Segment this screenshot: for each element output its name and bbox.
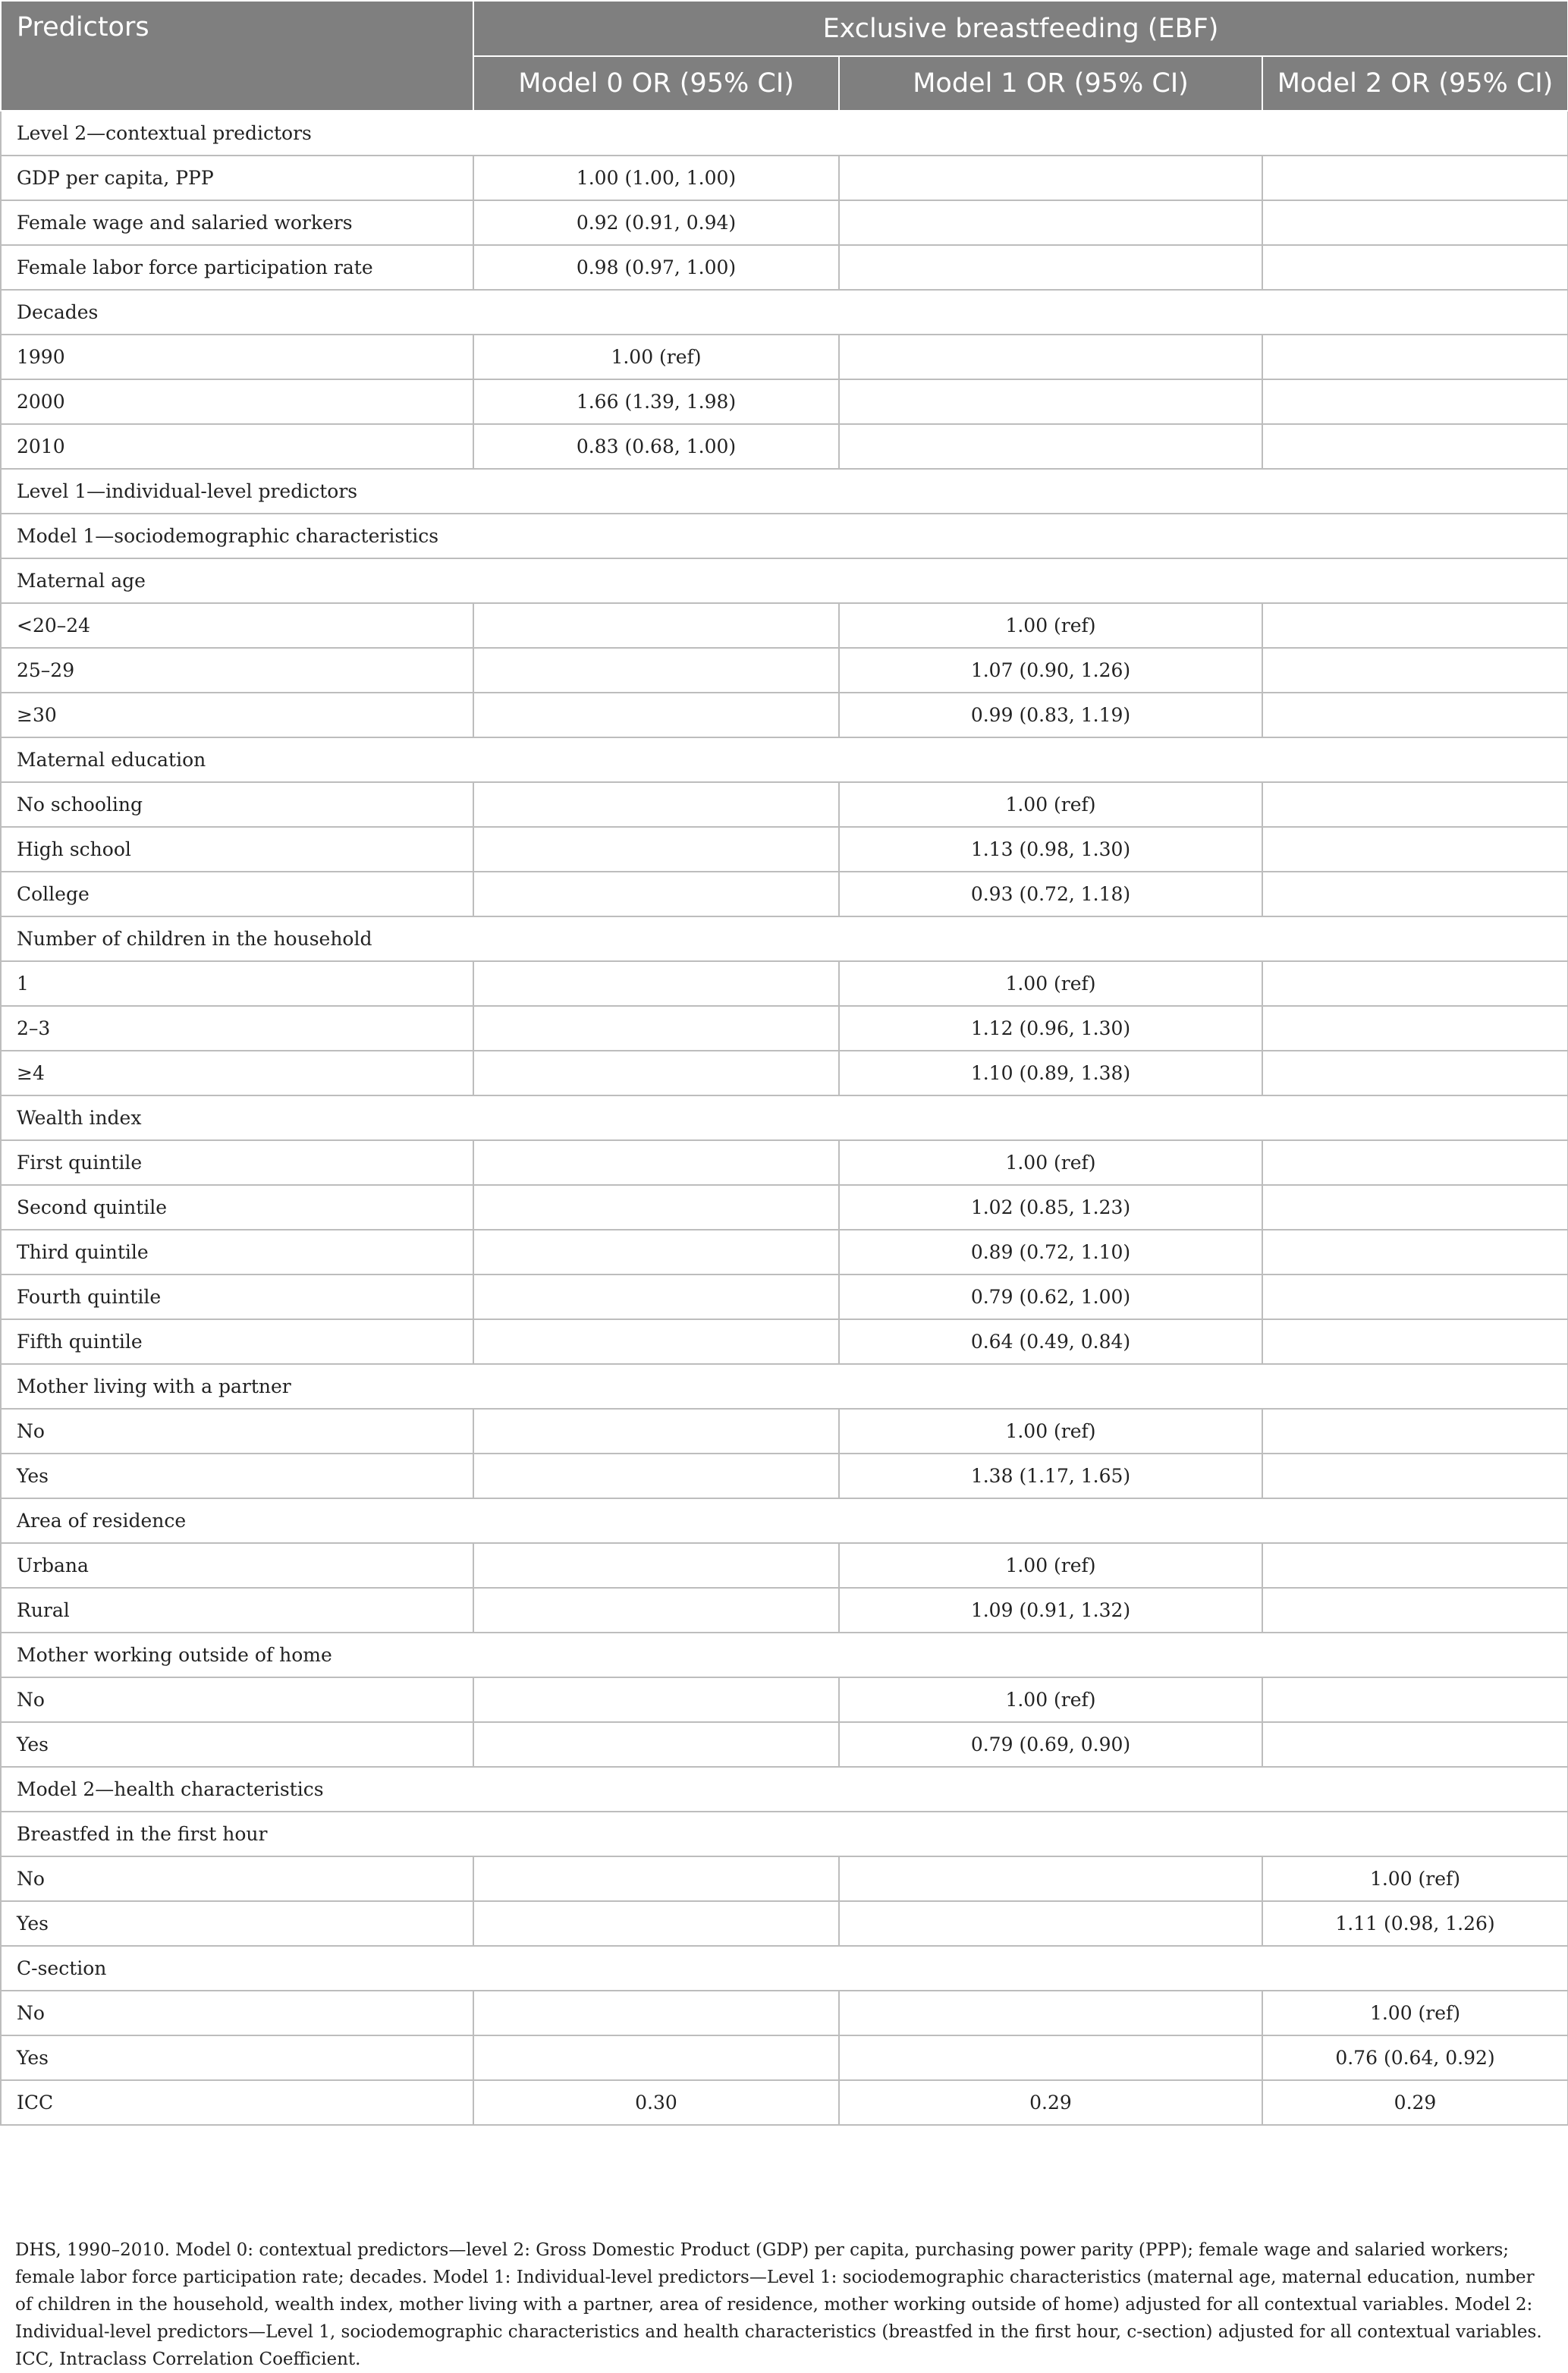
model-1-value: 0.29 <box>839 2080 1262 2125</box>
section-row <box>1 1498 1568 1543</box>
model-1-value: 0.79 (0.62, 1.00) <box>839 1275 1262 1319</box>
model-1-value <box>839 1991 1262 2035</box>
model-2-value: 0.29 <box>1262 2080 1568 2125</box>
row-label: Yes <box>1 1722 473 1767</box>
row-label: <20–24 <box>1 603 473 648</box>
row-label: Third quintile <box>1 1230 473 1275</box>
table-row <box>1 693 1568 737</box>
row-label: Yes <box>1 1454 473 1498</box>
row-label: First quintile <box>1 1140 473 1185</box>
model-1-value: 0.79 (0.69, 0.90) <box>839 1722 1262 1767</box>
model-1-value: 0.93 (0.72, 1.18) <box>839 872 1262 916</box>
section-row <box>1 1767 1568 1812</box>
table-row <box>1 1856 1568 1901</box>
table-row <box>1 1454 1568 1498</box>
table-row <box>1 782 1568 827</box>
row-label: ICC <box>1 2080 473 2125</box>
header-model-2: Model 2 OR (95% CI) <box>1262 56 1568 111</box>
row-label: 25–29 <box>1 648 473 693</box>
table-row <box>1 1588 1568 1633</box>
header-model-1: Model 1 OR (95% CI) <box>839 56 1262 111</box>
model-2-value <box>1262 245 1568 290</box>
section-row <box>1 290 1568 335</box>
table-row <box>1 1275 1568 1319</box>
model-0-value: 0.83 (0.68, 1.00) <box>473 424 839 469</box>
row-label: ≥30 <box>1 693 473 737</box>
model-1-value <box>839 424 1262 469</box>
model-1-value: 1.09 (0.91, 1.32) <box>839 1588 1262 1633</box>
model-1-value: 1.02 (0.85, 1.23) <box>839 1185 1262 1230</box>
section-row <box>1 1364 1568 1409</box>
model-0-value <box>473 1051 839 1095</box>
model-2-value <box>1262 872 1568 916</box>
section-row <box>1 469 1568 514</box>
model-0-value <box>473 827 839 872</box>
model-0-value: 1.66 (1.39, 1.98) <box>473 379 839 424</box>
row-label: Fifth quintile <box>1 1319 473 1364</box>
section-label: Maternal age <box>1 558 1568 603</box>
model-1-value <box>839 335 1262 379</box>
section-label: Model 2—health characteristics <box>1 1767 1568 1812</box>
section-label: Level 1—individual-level predictors <box>1 469 1568 514</box>
table-row <box>1 1409 1568 1454</box>
model-1-value: 1.00 (ref) <box>839 603 1262 648</box>
model-0-value <box>473 648 839 693</box>
section-label: Level 2—contextual predictors <box>1 111 1568 156</box>
table-row <box>1 603 1568 648</box>
table-header <box>1 1 1568 111</box>
row-label: Female wage and salaried workers <box>1 200 473 245</box>
model-2-value: 1.11 (0.98, 1.26) <box>1262 1901 1568 1946</box>
section-label: Breastfed in the first hour <box>1 1812 1568 1856</box>
header-outcome: Exclusive breastfeeding (EBF) <box>473 1 1568 56</box>
model-1-value <box>839 1856 1262 1901</box>
row-label: Second quintile <box>1 1185 473 1230</box>
model-1-value: 1.12 (0.96, 1.30) <box>839 1006 1262 1051</box>
table-footnote: DHS, 1990–2010. Model 0: contextual predictors—level 2: Gross Domestic Product (GDP) per capita, purchasing power parity (PPP); female wage and salaried workers; female labor force participation rate; decades. Model 1: Individual-level predictors—Level 1: sociodemographic characteristics (maternal age, maternal education, number of children in the household, wealth index, mother living with a partner, area of residence, mother working outside of home) adjusted for all contextual variables. Model 2: Individual-level predictors—Level 1, sociodemographic characteristics and health characteristics (breastfed in the first hour, c-section) adjusted for all contextual variables. ICC, Intraclass Correlation Coefficient. <box>15 2240 1542 2369</box>
model-0-value <box>473 1991 839 2035</box>
section-label: Mother working outside of home <box>1 1633 1568 1677</box>
model-2-value <box>1262 1140 1568 1185</box>
section-label: Mother living with a partner <box>1 1364 1568 1409</box>
model-2-value <box>1262 1230 1568 1275</box>
model-2-value <box>1262 961 1568 1006</box>
model-0-value <box>473 603 839 648</box>
model-1-value <box>839 379 1262 424</box>
section-row <box>1 1095 1568 1140</box>
section-row <box>1 1812 1568 1856</box>
table-row <box>1 1051 1568 1095</box>
row-label: 1990 <box>1 335 473 379</box>
row-label: GDP per capita, PPP <box>1 156 473 200</box>
model-2-value <box>1262 424 1568 469</box>
model-0-value <box>473 1677 839 1722</box>
row-label: Fourth quintile <box>1 1275 473 1319</box>
model-2-value <box>1262 603 1568 648</box>
model-0-value <box>473 1006 839 1051</box>
table-row <box>1 335 1568 379</box>
header-predictors: Predictors <box>1 1 473 111</box>
table-row <box>1 1677 1568 1722</box>
model-1-value <box>839 2035 1262 2080</box>
section-row <box>1 1633 1568 1677</box>
model-2-value <box>1262 1409 1568 1454</box>
row-label: College <box>1 872 473 916</box>
model-2-value <box>1262 1319 1568 1364</box>
model-0-value <box>473 1588 839 1633</box>
row-label: 1 <box>1 961 473 1006</box>
table-row <box>1 200 1568 245</box>
model-1-value: 0.89 (0.72, 1.10) <box>839 1230 1262 1275</box>
row-label: 2–3 <box>1 1006 473 1051</box>
model-2-value <box>1262 156 1568 200</box>
model-2-value <box>1262 827 1568 872</box>
model-0-value <box>473 693 839 737</box>
model-0-value <box>473 1454 839 1498</box>
model-2-value <box>1262 648 1568 693</box>
model-0-value <box>473 1722 839 1767</box>
model-0-value <box>473 872 839 916</box>
model-1-value: 1.00 (ref) <box>839 961 1262 1006</box>
model-1-value: 1.07 (0.90, 1.26) <box>839 648 1262 693</box>
model-2-value <box>1262 1006 1568 1051</box>
model-2-value <box>1262 1185 1568 1230</box>
model-2-value <box>1262 335 1568 379</box>
model-1-value: 0.99 (0.83, 1.19) <box>839 693 1262 737</box>
model-0-value <box>473 1543 839 1588</box>
row-label: 2000 <box>1 379 473 424</box>
model-0-value <box>473 782 839 827</box>
model-1-value: 1.00 (ref) <box>839 1677 1262 1722</box>
row-label: No <box>1 1991 473 2035</box>
model-1-value: 1.38 (1.17, 1.65) <box>839 1454 1262 1498</box>
table-row <box>1 1006 1568 1051</box>
model-0-value <box>473 1901 839 1946</box>
model-2-value: 0.76 (0.64, 0.92) <box>1262 2035 1568 2080</box>
model-0-value <box>473 1230 839 1275</box>
table-row <box>1 1140 1568 1185</box>
row-label: ≥4 <box>1 1051 473 1095</box>
row-label: 2010 <box>1 424 473 469</box>
row-label: No <box>1 1409 473 1454</box>
section-label: Decades <box>1 290 1568 335</box>
model-0-value: 1.00 (1.00, 1.00) <box>473 156 839 200</box>
model-0-value: 0.92 (0.91, 0.94) <box>473 200 839 245</box>
model-2-value <box>1262 1454 1568 1498</box>
row-label: Yes <box>1 2035 473 2080</box>
model-0-value: 0.98 (0.97, 1.00) <box>473 245 839 290</box>
row-label: High school <box>1 827 473 872</box>
table-row <box>1 1991 1568 2035</box>
section-row <box>1 514 1568 558</box>
section-row <box>1 1946 1568 1991</box>
model-2-value <box>1262 1677 1568 1722</box>
model-0-value <box>473 1275 839 1319</box>
table-row <box>1 1543 1568 1588</box>
model-2-value: 1.00 (ref) <box>1262 1991 1568 2035</box>
section-label: Area of residence <box>1 1498 1568 1543</box>
section-label: Maternal education <box>1 737 1568 782</box>
model-2-value <box>1262 1275 1568 1319</box>
model-2-value <box>1262 782 1568 827</box>
row-label: No <box>1 1856 473 1901</box>
row-label: Rural <box>1 1588 473 1633</box>
model-1-value: 1.00 (ref) <box>839 782 1262 827</box>
model-0-value <box>473 1185 839 1230</box>
table-row <box>1 156 1568 200</box>
table-row <box>1 1722 1568 1767</box>
table-row <box>1 961 1568 1006</box>
model-1-value: 1.00 (ref) <box>839 1543 1262 1588</box>
table-row <box>1 827 1568 872</box>
table-row <box>1 2080 1568 2125</box>
section-row <box>1 111 1568 156</box>
table-row <box>1 1185 1568 1230</box>
model-0-value: 1.00 (ref) <box>473 335 839 379</box>
section-row <box>1 916 1568 961</box>
model-0-value <box>473 1319 839 1364</box>
model-2-value <box>1262 1588 1568 1633</box>
model-1-value <box>839 245 1262 290</box>
model-0-value <box>473 1856 839 1901</box>
section-row <box>1 737 1568 782</box>
table-row <box>1 424 1568 469</box>
table-row <box>1 648 1568 693</box>
model-2-value <box>1262 200 1568 245</box>
header-model-0: Model 0 OR (95% CI) <box>473 56 839 111</box>
table-row <box>1 379 1568 424</box>
model-2-value <box>1262 1722 1568 1767</box>
model-1-value <box>839 200 1262 245</box>
table-body <box>1 111 1568 2125</box>
table-row <box>1 1319 1568 1364</box>
model-1-value: 1.00 (ref) <box>839 1140 1262 1185</box>
model-0-value <box>473 1140 839 1185</box>
model-1-value: 1.10 (0.89, 1.38) <box>839 1051 1262 1095</box>
table-row <box>1 1230 1568 1275</box>
section-label: Number of children in the household <box>1 916 1568 961</box>
model-0-value: 0.30 <box>473 2080 839 2125</box>
model-2-value <box>1262 693 1568 737</box>
row-label: No schooling <box>1 782 473 827</box>
model-0-value <box>473 1409 839 1454</box>
model-1-value <box>839 156 1262 200</box>
model-0-value <box>473 2035 839 2080</box>
section-row <box>1 558 1568 603</box>
table-row <box>1 872 1568 916</box>
model-2-value: 1.00 (ref) <box>1262 1856 1568 1901</box>
model-1-value: 1.00 (ref) <box>839 1409 1262 1454</box>
table-row <box>1 2035 1568 2080</box>
model-2-value <box>1262 379 1568 424</box>
table-row <box>1 1901 1568 1946</box>
section-label: Wealth index <box>1 1095 1568 1140</box>
model-2-value <box>1262 1543 1568 1588</box>
model-1-value <box>839 1901 1262 1946</box>
model-1-value: 0.64 (0.49, 0.84) <box>839 1319 1262 1364</box>
model-1-value: 1.13 (0.98, 1.30) <box>839 827 1262 872</box>
row-label: No <box>1 1677 473 1722</box>
section-label: C-section <box>1 1946 1568 1991</box>
model-2-value <box>1262 1051 1568 1095</box>
model-0-value <box>473 961 839 1006</box>
row-label: Yes <box>1 1901 473 1946</box>
table-row <box>1 245 1568 290</box>
section-label: Model 1—sociodemographic characteristics <box>1 514 1568 558</box>
row-label: Female labor force participation rate <box>1 245 473 290</box>
row-label: Urbana <box>1 1543 473 1588</box>
